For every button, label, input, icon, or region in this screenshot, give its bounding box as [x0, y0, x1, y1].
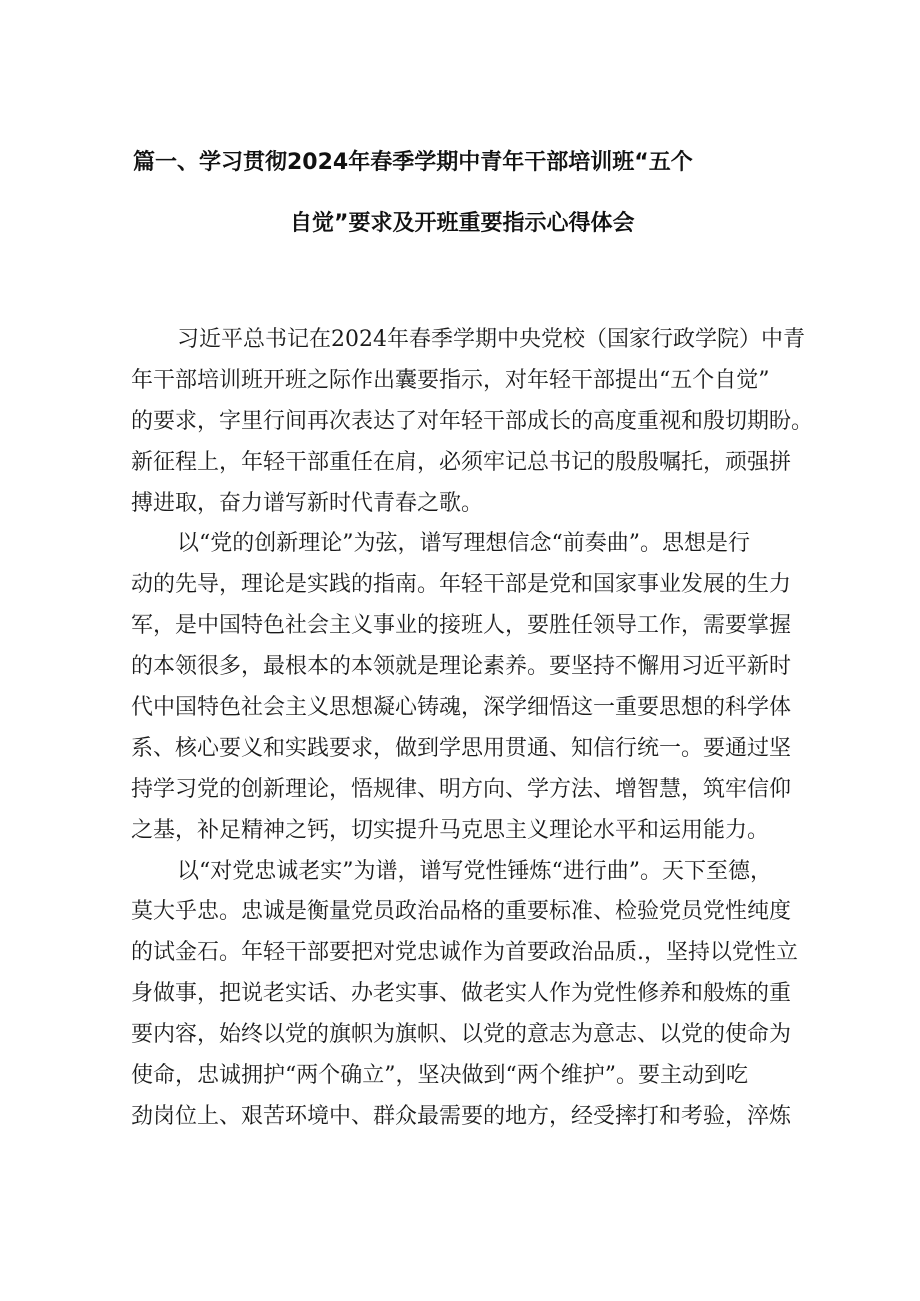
- paragraph-line: 持学习党的创新理论，悟规律、明方向、学方法、增智慧，筑牢信仰: [131, 776, 792, 802]
- paragraph-line: 莫大乎忠。忠诚是衡量党员政治品格的重要标准、检验党员党性纯度: [131, 899, 792, 925]
- paragraph-line: 劲岗位上、艰苦环境中、群众最需要的地方，经受摔打和考验，淬炼: [131, 1103, 792, 1129]
- paragraph-line: 以“对党忠诚老实”为谱，谱写党性锤炼“进行曲”。天下至德，: [177, 858, 772, 884]
- body-text: [131, 320, 814, 1138]
- title-line-1: 篇一、学习贯彻2024年春季学期中青年干部培训班“五个: [133, 150, 693, 175]
- paragraph-line: 的要求，字里行间再次表达了对年轻干部成长的高度重视和殷切期盼。: [131, 408, 814, 434]
- paragraph-line: 代中国特色社会主义思想凝心铸魂，深学细悟这一重要思想的科学体: [131, 695, 792, 721]
- paragraph-line: 军，是中国特色社会主义事业的接班人，要胜任领导工作，需要掌握: [131, 613, 792, 639]
- paragraph-line: 习近平总书记在2024年春季学期中央党校（国家行政学院）中青: [177, 327, 805, 352]
- paragraph-line: 新征程上，年轻干部重任在肩，必须牢记总书记的殷殷嘱托，顽强拼: [131, 449, 792, 475]
- paragraph-line: 身做事，把说老实话、办老实事、做老实人作为党性修养和般炼的重: [131, 981, 792, 1007]
- paragraph-line: 以“党的创新理论”为弦，谱写理想信念“前奏曲”。思想是行: [177, 531, 750, 557]
- paragraph-line: 年干部培训班开班之际作出囊要指示，对年轻干部提出“五个自觉”: [131, 367, 770, 393]
- paragraph-line: 使命，忠诚拥护“两个确立”，坚决做到“两个维护”。要主动到吃: [131, 1063, 748, 1089]
- title-line-2: 自觉”要求及开班重要指示心得体会: [290, 211, 635, 236]
- paragraph-line: 之基，补足精神之钙，切实提升马克思主义理论水平和运用能力。: [131, 817, 770, 843]
- paragraph-line: 要内容，始终以党的旗帜为旗帜、以党的意志为意志、以党的使命为: [131, 1022, 792, 1048]
- paragraph-line: 搏进取，奋力谱写新时代青春之歌。: [131, 490, 484, 516]
- paragraph-line: 动的先导，理论是实践的指南。年轻干部是党和国家事业发展的生力: [131, 572, 792, 598]
- paragraph-line: 系、核心要义和实践要求，做到学思用贯通、知信行统一。要通过坚: [131, 735, 792, 761]
- paragraph-line: 的本领很多，最根本的本领就是理论素养。要坚持不懈用习近平新时: [131, 654, 792, 680]
- paragraph-line: 的试金石。年轻干部要把对党忠诚作为首要政治品质.，坚持以党性立: [131, 940, 798, 966]
